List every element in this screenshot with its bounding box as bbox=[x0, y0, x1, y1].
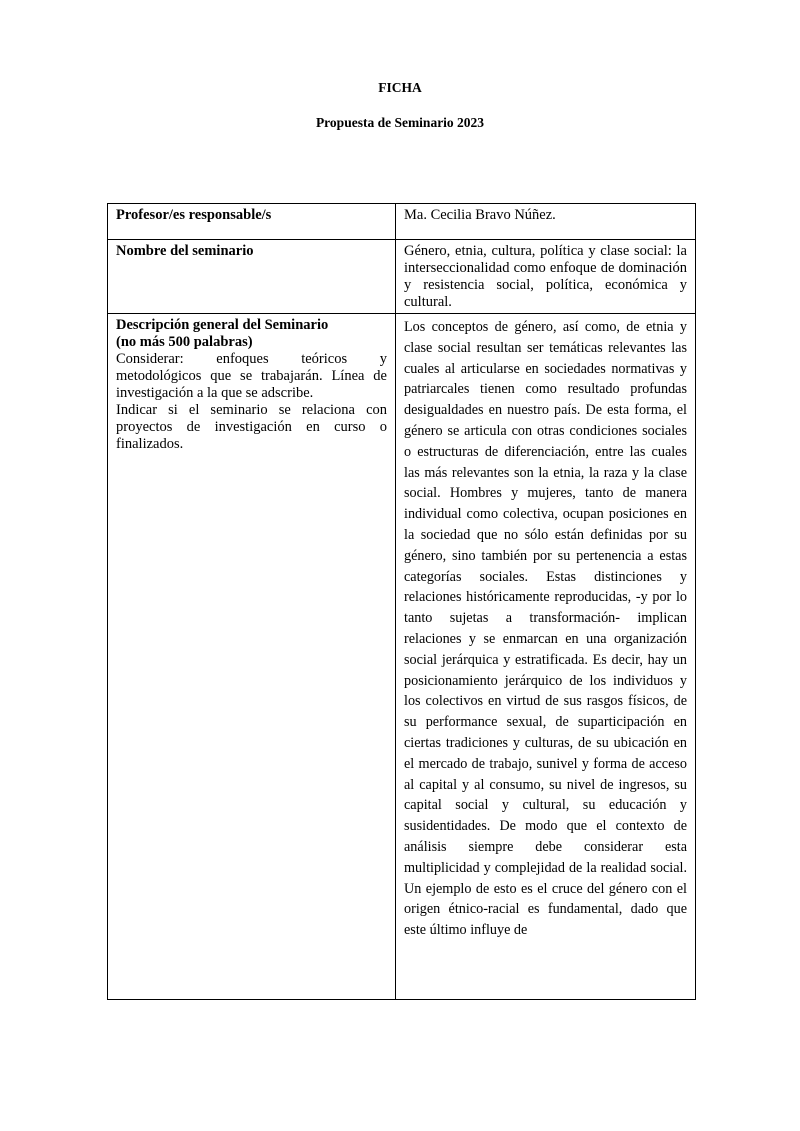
professor-label: Profesor/es responsable/s bbox=[108, 204, 396, 240]
table-row bbox=[108, 204, 696, 240]
description-value: Los conceptos de género, así como, de etnia y clase social resultan ser temáticas relevantes las cuales al articularse en sociedades normativas y patriarcales tienen como resultado profundas desigualdades en nuestro país. De esta forma, el género se articula con otras condiciones sociales o estructuras de diferenciación, entre las cuales las más relevantes son la etnia, la raza y la clase social. Hombres y mujeres, tanto de manera individual como colectiva, ocupan posiciones en la sociedad que no sólo están definidas por su género, sino también por su pertenencia a estas categorías sociales. Estas distinciones y relaciones históricamente reproducidas, -y por lo tanto sujetas a transformación- implican relaciones y se enmarcan en una organización social jerárquica y estratificada. Es decir, hay un posicionamiento jerárquico de los individuos y los colectivos en virtud de sus rasgos físicos, de su performance sexual, de suparticipación en ciertas tradiciones y culturas, de su ubicación en el mercado de trabajo, sunivel y forma de acceso al capital y al consumo, su nivel de ingresos, su capital social y cultural, su educación y susidentidades. De modo que el contexto de análisis siempre debe considerar esta multiplicidad y complejidad de la realidad social. Un ejemplo de esto es el cruce del género con el origen étnico-racial es fundamental, dado que este último influye de bbox=[396, 314, 696, 1000]
description-label-cell bbox=[108, 314, 396, 1000]
description-label-title: Descripción general del Seminario bbox=[116, 317, 329, 333]
seminar-name-label: Nombre del seminario bbox=[108, 240, 396, 314]
seminar-name-value: Género, etnia, cultura, política y clase social: la interseccionalidad como enfoque de dominación y resistencia social, política, económica y cultural. bbox=[396, 240, 696, 314]
document-subtitle: Propuesta de Seminario 2023 bbox=[315, 115, 485, 130]
document-title: FICHA bbox=[378, 80, 422, 95]
description-label-consider: Considerar: enfoques teóricos y metodológicos que se trabajarán. Línea de investigación a la que se adscribe. bbox=[116, 351, 387, 401]
professor-value: Ma. Cecilia Bravo Núñez. bbox=[396, 204, 696, 240]
table-row bbox=[108, 240, 696, 314]
table-row bbox=[108, 314, 696, 1000]
proposal-table bbox=[107, 203, 696, 1000]
description-label-indicate: Indicar si el seminario se relaciona con proyectos de investigación en curso o finalizados. bbox=[116, 402, 387, 452]
description-label-sub: (no más 500 palabras) bbox=[116, 334, 253, 350]
